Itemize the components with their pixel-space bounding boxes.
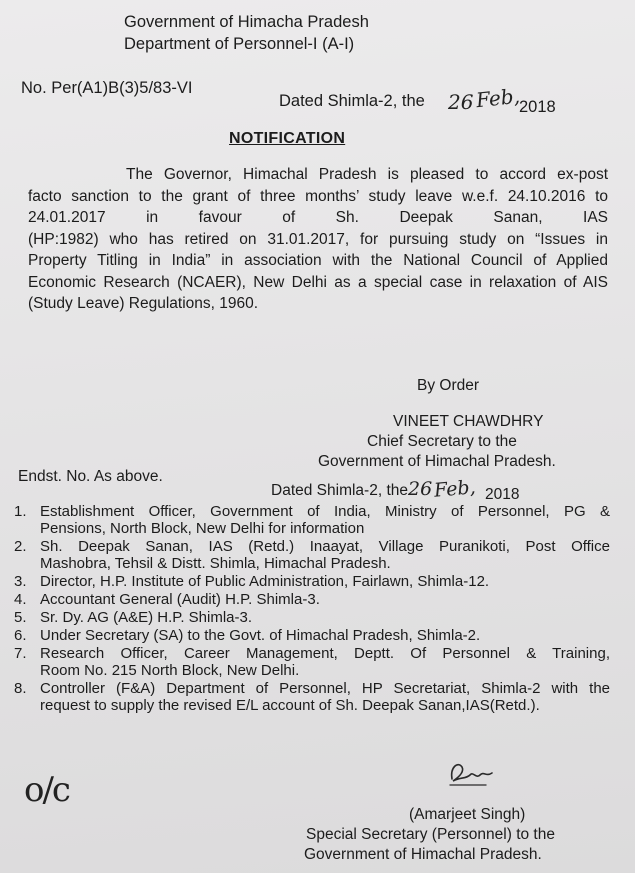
- notification-title: NOTIFICATION: [229, 130, 346, 147]
- handwritten-date-day: 26: [448, 90, 474, 114]
- list-item-text: request to supply the revised E/L account of Sh. Deepak Sanan,IAS(Retd.).: [40, 697, 540, 714]
- signatory-government: Government of Himachal Pradesh.: [304, 846, 542, 863]
- list-item-text: Under Secretary (SA) to the Govt. of Himachal Pradesh, Shimla-2.: [40, 627, 481, 644]
- handwritten-date-month: Feb,: [474, 83, 521, 113]
- list-item-text: Mashobra, Tehsil & Distt. Shimla, Himachal Pradesh.: [40, 555, 391, 572]
- body-line: facto sanction to the grant of three months’ study leave w.e.f. 24.10.2016 to: [28, 187, 608, 205]
- body-line: The Governor, Himachal Pradesh is pleased to accord ex-post: [126, 166, 608, 183]
- distribution-list: [14, 503, 610, 715]
- endorsement-year: 2018: [485, 486, 520, 503]
- list-item: [14, 627, 610, 644]
- signature-scribble: [446, 757, 496, 789]
- dated-label: Dated Shimla-2, the: [279, 92, 425, 110]
- list-item-text: Accountant General (Audit) H.P. Shimla-3.: [40, 591, 320, 608]
- list-item: [14, 538, 610, 572]
- list-item-number: 7.: [14, 645, 27, 662]
- list-item: [14, 609, 610, 626]
- list-item-number: 8.: [14, 680, 27, 697]
- header-line-2: Department of Personnel-I (A-I): [124, 35, 355, 53]
- body-line: 24.01.2017 in favour of Sh. Deepak Sanan, IAS: [28, 209, 608, 226]
- date-year: 2018: [519, 98, 556, 116]
- body-line: Economic Research (NCAER), New Delhi as a special case in relaxation of AIS: [28, 273, 608, 291]
- body-line: Property Titling in India” in association with the National Council of Applied: [28, 252, 608, 269]
- signatory-designation: Special Secretary (Personnel) to the: [306, 826, 555, 843]
- body-line: (Study Leave) Regulations, 1960.: [28, 295, 259, 312]
- list-item-number: 1.: [14, 503, 27, 520]
- signatory-name: (Amarjeet Singh): [409, 806, 526, 823]
- body-line: (HP:1982) who has retired on 31.01.2017, for pursuing study on “Issues in: [28, 230, 608, 248]
- list-item-text: Sr. Dy. AG (A&E) H.P. Shimla-3.: [40, 609, 253, 626]
- list-item: [14, 573, 610, 590]
- endorsement-label: Endst. No. As above.: [18, 468, 163, 485]
- list-item-number: 6.: [14, 627, 27, 644]
- list-item-text: Controller (F&A) Department of Personnel, HP Secretariat, Shimla-2 with the: [40, 680, 610, 697]
- order-signatory-designation: Chief Secretary to the: [367, 433, 517, 450]
- list-item-text: Establishment Officer, Government of India, Ministry of Personnel, PG &: [40, 503, 610, 520]
- order-signatory-name: VINEET CHAWDHRY: [393, 413, 544, 430]
- handwritten-endorsement-day: 26: [408, 478, 433, 500]
- list-item-text: Room No. 215 North Block, New Delhi.: [40, 662, 300, 679]
- handwritten-endorsement-month: Feb,: [433, 476, 477, 502]
- list-item: [14, 645, 610, 679]
- list-item: [14, 503, 610, 537]
- list-item-number: 2.: [14, 538, 27, 555]
- list-item: [14, 591, 610, 608]
- list-item-number: 4.: [14, 591, 27, 608]
- header-line-1: Government of Himacha Pradesh: [124, 13, 369, 31]
- endorsement-dated-label: Dated Shimla-2, the: [271, 482, 408, 499]
- list-item-text: Director, H.P. Institute of Public Administration, Fairlawn, Shimla-12.: [40, 573, 490, 590]
- order-signatory-government: Government of Himachal Pradesh.: [318, 453, 556, 470]
- list-item-number: 3.: [14, 573, 27, 590]
- reference-number: No. Per(A1)B(3)5/83-VI: [21, 79, 193, 97]
- handwritten-oc-note: o/c: [24, 770, 69, 810]
- list-item-text: Sh. Deepak Sanan, IAS (Retd.) Inaayat, Village Puranikoti, Post Office: [40, 538, 610, 555]
- by-order: By Order: [417, 377, 480, 394]
- list-item: [14, 680, 610, 714]
- notification-body: [28, 164, 608, 315]
- list-item-text: Research Officer, Career Management, Deptt. Of Personnel & Training,: [40, 645, 610, 662]
- list-item-text: Pensions, North Block, New Delhi for information: [40, 520, 365, 537]
- list-item-number: 5.: [14, 609, 27, 626]
